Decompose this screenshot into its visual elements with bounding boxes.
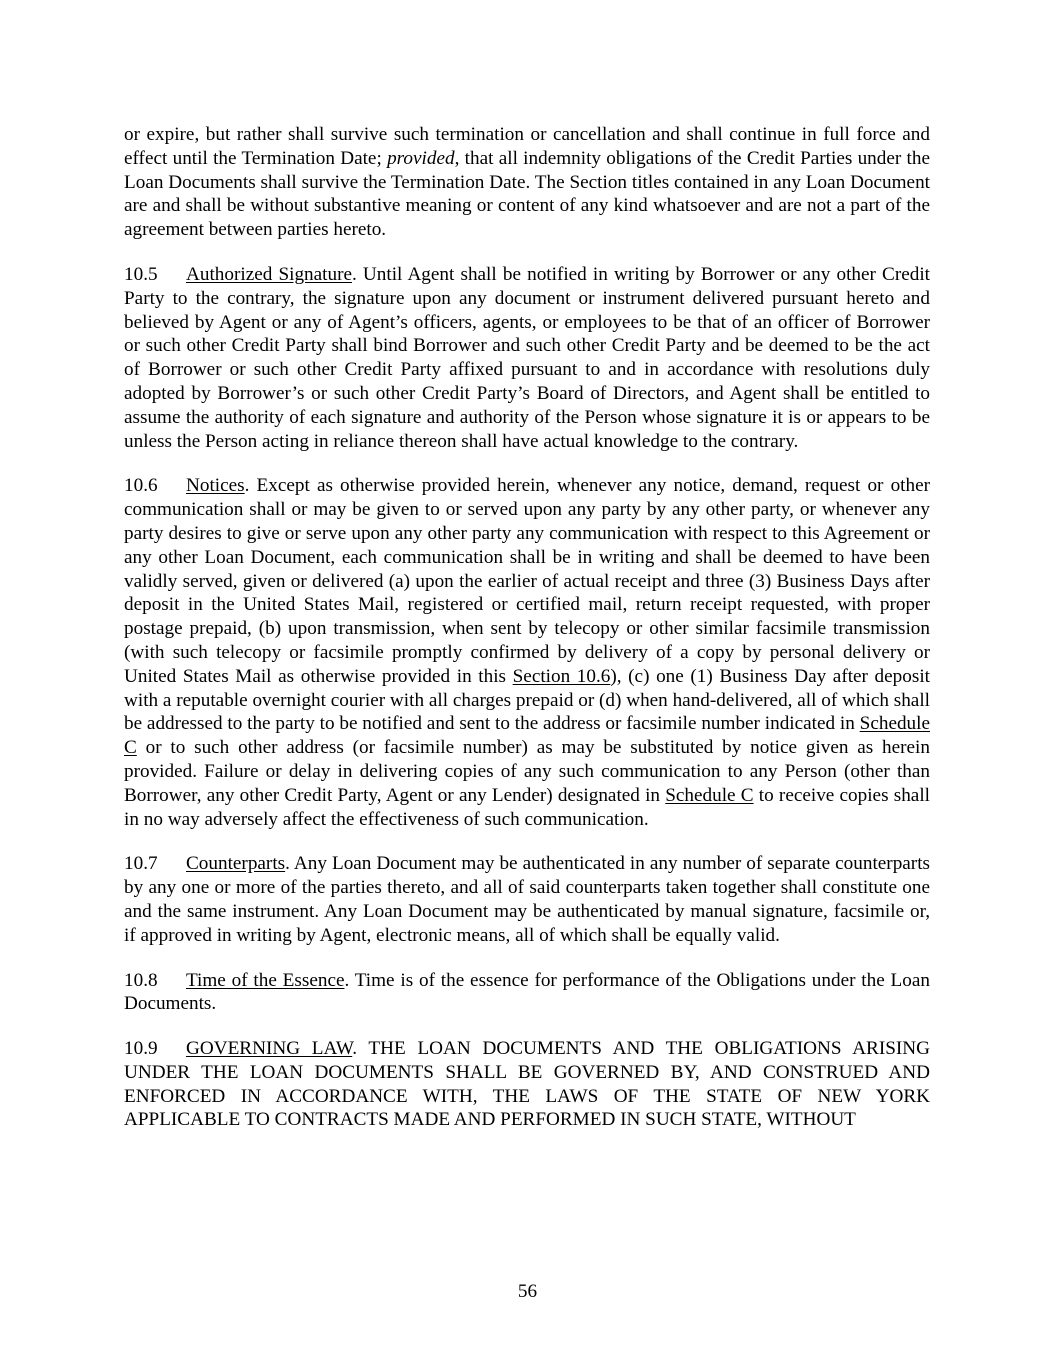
section-heading: Notices (186, 475, 245, 497)
section-10-5 (124, 263, 930, 453)
document-body (124, 123, 930, 1153)
cross-reference: Schedule C (665, 784, 754, 806)
section-heading: GOVERNING LAW (186, 1038, 353, 1060)
section-heading: Counterparts (186, 853, 286, 875)
section-text: . THE LOAN DOCUMENTS AND THE OBLIGATIONS ARISING UNDER THE LOAN DOCUMENTS SHALL BE GOVERNED BY, AND CONSTRUED AND ENFORCED IN ACCORDANCE WITH, THE LAWS OF THE STATE OF NEW YORK APPLICABLE TO CONTRACTS MADE AND PERFORMED IN SUCH STATE, WITHOUT (124, 1038, 931, 1131)
section-10-7 (124, 852, 930, 947)
section-heading: Time of the Essence (186, 969, 345, 991)
italic-provided: provided (387, 147, 455, 169)
section-text: or to such other address (or facsimile number) as may be substituted by notice given as herein provided. Failure or delay in delivering copies of any such communication to any Person (other than Borrower, any other Credit Party, Agent or any Lender) designated in (124, 737, 930, 806)
section-number: 10.5 (124, 263, 158, 285)
section-10-8 (124, 969, 930, 1017)
page-number: 56 (517, 1281, 538, 1302)
section-text: . Except as otherwise provided herein, whenever any notice, demand, request or other communication shall or may be given to or served upon any party by any other party, or whenever any party desires to give or serve upon any other party any communication with respect to this Agreement or any other Loan Document, each communication shall be in writing and shall be deemed to have been validly served, given or delivered (a) upon the earlier of actual receipt and three (3) Business Days after deposit in the United States Mail, registered or certified mail, return receipt requested, with proper postage prepaid, (b) upon transmission, when sent by telecopy or other similar facsimile transmission (with such telecopy or facsimile promptly confirmed by delivery of a copy by personal delivery or United States Mail as otherwise provided in this (124, 475, 930, 687)
section-text: . Time is of the essence for performance of the Obligations under the Loan Documents. (124, 969, 930, 1015)
cross-reference: Schedule C (124, 713, 930, 759)
cross-reference: Section 10.6 (512, 665, 611, 687)
section-text: ), (c) one (1) Business Day after deposit with a reputable overnight courier with all charges prepaid or (d) when hand-delivered, all of which shall be addressed to the party to be notified and sent to the address or facsimile number indicated in (124, 665, 930, 735)
section-10-6 (124, 474, 930, 831)
section-number: 10.9 (124, 1038, 158, 1060)
paragraph-continuation: or expire, but rather shall survive such termination or cancellation and shall continue in full force and effect until the Termination Date; provided, that all indemnity obligations of the Credit Parties under the Loan Documents shall survive the Termination Date. The Section titles contained in any Loan Document are and shall be without substantive meaning or content of any kind whatsoever and are not a part of the agreement between parties hereto. (124, 124, 930, 241)
section-text: . Until Agent shall be notified in writing by Borrower or any other Credit Party to the contrary, the signature upon any document or instrument delivered pursuant hereto and believed by Agent or any of Agent’s officers, agents, or employees to be that of an officer of Borrower or such other Credit Party shall bind Borrower and such other Credit Party and be deemed to be the act of Borrower or such other Credit Party affixed pursuant to and in accordance with resolutions duly adopted by Borrower’s or such other Credit Party’s Board of Directors, and Agent shall be entitled to assume the authority of each signature and authority of the Person whose signature it is or appears to be unless the Person acting in reliance thereon shall have actual knowledge to the contrary. (124, 263, 930, 452)
section-text: . Any Loan Document may be authenticated in any number of separate counterparts by any one or more of the parties thereto, and all of said counterparts taken together shall constitute one and the same instrument. Any Loan Document may be authenticated by manual signature, facsimile or, if approved in writing by Agent, electronic means, all of which shall be equally valid. (124, 853, 930, 946)
section-text: to receive copies shall in no way adversely affect the effectiveness of such communication. (124, 784, 930, 830)
section-number: 10.7 (124, 853, 158, 875)
section-number: 10.8 (124, 969, 158, 991)
section-number: 10.6 (124, 475, 158, 497)
section-heading: Authorized Signature (186, 263, 352, 285)
section-10-9 (124, 1037, 930, 1132)
